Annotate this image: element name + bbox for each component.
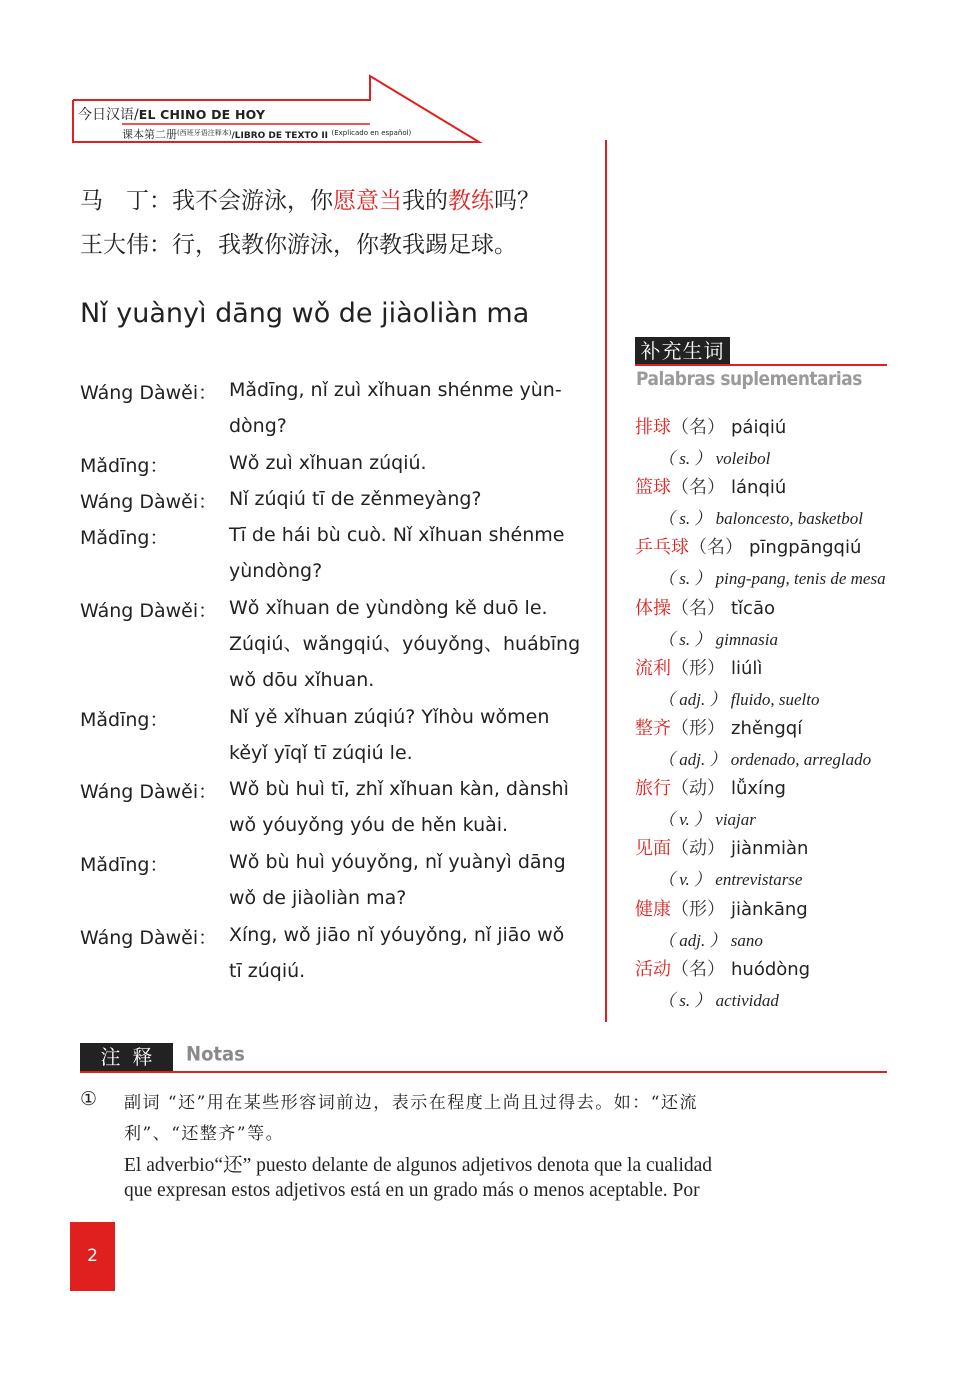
cn-text: 吗？: [494, 188, 540, 214]
vocab-pinyin: jiànkāng: [731, 898, 808, 920]
vocab-meaning-text: （ adj. ） ordenado, arreglado: [658, 750, 872, 769]
vocab-meaning: [658, 564, 886, 589]
note-cn-line: 利”、“还整齐”等。: [124, 1124, 285, 1144]
book-title: 今日汉语/EL CHINO DE HOY: [78, 107, 266, 123]
vocab-meaning: [658, 805, 756, 830]
py-speaker: Mǎdīng：: [80, 708, 169, 731]
vocab-item: [635, 473, 786, 499]
py-utterance: [229, 445, 427, 481]
vocab-pos: （形）: [671, 657, 725, 679]
py-speaker: Mǎdīng：: [80, 853, 169, 876]
vocab-word: 体操: [635, 597, 671, 619]
vocab-pinyin: zhěngqí: [731, 718, 803, 739]
vocab-meaning-text: （ adj. ） sano: [658, 930, 763, 950]
cn-dialogue-line: [80, 182, 540, 215]
vocab-word: 整齐: [635, 718, 671, 739]
py-line: Wǒ xǐhuan de yùndòng kě duō le.: [229, 596, 548, 619]
vocab-word: 乒乓球: [635, 537, 689, 559]
vocab-word: 排球: [635, 417, 671, 438]
note-cn-line: 副词 “还”用在某些形容词前边，表示在程度上尚且过得去。如：“还流: [124, 1093, 698, 1113]
py-utterance: [229, 590, 580, 698]
py-line: Nǐ zúqiú tī de zěnmeyàng?: [229, 487, 482, 510]
cn-new-word: 愿意当: [333, 188, 402, 214]
vocab-pos: （名）: [671, 417, 725, 438]
vocab-pos: （名）: [671, 477, 725, 499]
py-speaker: Wáng Dàwěi：: [80, 490, 218, 513]
py-speaker: Mǎdīng：: [80, 454, 169, 477]
py-line: yùndòng?: [229, 560, 323, 583]
vocab-item: [635, 714, 802, 740]
vocab-item: [635, 654, 762, 680]
vocab-pinyin: liúlì: [731, 657, 763, 679]
py-utterance: [229, 771, 569, 843]
vocab-word: 见面: [635, 838, 671, 860]
vocab-pos: （名）: [671, 958, 725, 980]
py-utterance: [229, 699, 549, 771]
vocab-meaning: [658, 685, 820, 710]
vocab-pos: （动）: [671, 778, 725, 800]
py-utterance: [229, 481, 482, 517]
vocab-item: [635, 533, 861, 559]
py-line: wǒ yóuyǒng yóu de hěn kuài.: [229, 814, 509, 837]
cn-dialogue-line: [80, 226, 517, 259]
vocab-meaning: [658, 926, 763, 951]
notes-heading-es: Notas: [186, 1043, 245, 1067]
cn-speaker: 王大伟：: [80, 232, 172, 258]
vocab-meaning: [658, 504, 863, 529]
vocab-item: [635, 774, 786, 800]
vocab-pos: （形）: [671, 898, 725, 920]
notes-rule: [80, 1071, 887, 1073]
vocab-rule: [635, 364, 887, 366]
vocab-meaning-text: （ s. ） actividad: [658, 990, 779, 1010]
vocab-item: [635, 834, 808, 860]
note-es-line: El adverbio“还” puesto delante de algunos adjetivos denota que la cualidad: [124, 1155, 713, 1176]
vocab-item: [635, 895, 808, 921]
vocab-pinyin: pīngpāngqiú: [749, 537, 862, 559]
py-line: Wǒ bù huì tī, zhǐ xǐhuan kàn, dànshì: [229, 778, 569, 801]
vocab-meaning: [658, 865, 802, 890]
py-speaker: Wáng Dàwěi：: [80, 599, 218, 622]
cn-speaker: 马 丁：: [80, 188, 172, 214]
vocab-pinyin: lánqiú: [731, 477, 787, 499]
vocab-heading-cn: 补充生词: [635, 337, 730, 365]
vocab-pos: （名）: [689, 537, 743, 559]
py-utterance: [229, 917, 564, 989]
py-utterance: [229, 517, 564, 589]
vocab-meaning-text: （ v. ） viajar: [658, 810, 756, 830]
vocab-word: 篮球: [635, 477, 671, 499]
vocab-word: 流利: [635, 657, 671, 679]
py-speaker: Wáng Dàwěi：: [80, 926, 218, 949]
dialogue-title: Nǐ yuànyì dāng wǒ de jiàoliàn ma: [80, 298, 530, 329]
vocab-pinyin: jiànmiàn: [731, 838, 809, 860]
note-number: ①: [80, 1088, 98, 1110]
py-utterance: [229, 844, 566, 916]
cn-text: 我的: [402, 188, 448, 214]
vocab-meaning-text: （ adj. ） fluido, suelto: [658, 689, 820, 709]
vocab-meaning: [658, 986, 779, 1011]
note-es-line: que expresan estos adjetivos está en un grado más o menos aceptable. Por: [124, 1180, 700, 1201]
vocab-word: 活动: [635, 958, 671, 980]
vocab-pinyin: páiqiú: [731, 417, 787, 438]
page-number: 2: [70, 1222, 115, 1291]
py-line: Nǐ yě xǐhuan zúqiú? Yǐhòu wǒmen: [229, 705, 550, 728]
vocab-pos: （动）: [671, 838, 725, 860]
vocab-pos: （形）: [671, 718, 725, 739]
py-speaker: Mǎdīng：: [80, 527, 169, 550]
vocab-meaning: [658, 745, 871, 770]
vocab-pinyin: lǚxíng: [731, 778, 786, 800]
vocab-meaning: [658, 625, 778, 650]
vocab-item: [635, 955, 810, 981]
vocab-pos: （名）: [671, 597, 725, 619]
vocab-meaning-text: （ s. ） ping-pang, tenis de mesa: [658, 569, 886, 589]
py-line: Wǒ zuì xǐhuan zúqiú.: [229, 451, 427, 474]
py-line: Wǒ bù huì yóuyǒng, nǐ yuànyì dāng: [229, 850, 566, 873]
cn-new-word: 教练: [448, 188, 494, 214]
vocab-meaning-text: （ s. ） baloncesto, basketbol: [658, 509, 863, 529]
py-speaker: Wáng Dàwěi：: [80, 781, 218, 804]
py-line: wǒ dōu xǐhuan.: [229, 668, 375, 691]
vocab-heading-es: Palabras suplementarias: [636, 368, 862, 391]
vocab-pinyin: tǐcāo: [731, 597, 775, 619]
py-line: dòng?: [229, 415, 287, 437]
py-line: Xíng, wǒ jiāo nǐ yóuyǒng, nǐ jiāo wǒ: [229, 923, 565, 946]
py-utterance: [229, 372, 562, 444]
vocab-item: [635, 594, 775, 620]
volume-title: 课本第二册$^{(西班牙语注释本)}$/LIBRO DE TEXTO II $^{(Explicado en español)}$: [122, 128, 412, 141]
py-speaker: Wáng Dàwěi：: [80, 382, 218, 404]
vocab-pinyin: huódòng: [731, 958, 811, 980]
py-line: kěyǐ yīqǐ tī zúqiú le.: [229, 741, 413, 764]
py-line: wǒ de jiàoliàn ma?: [229, 886, 407, 909]
vocab-word: 健康: [635, 898, 671, 920]
cn-text: 行，我教你游泳，你教我踢足球。: [172, 232, 517, 258]
cn-text: 我不会游泳，你: [172, 188, 333, 214]
py-line: Mǎdīng, nǐ zuì xǐhuan shénme yùn-: [229, 379, 562, 401]
py-line: Tī de hái bù cuò. Nǐ xǐhuan shénme: [229, 524, 565, 547]
notes-heading-cn: 注释: [80, 1043, 173, 1071]
py-line: Zúqiú、wǎngqiú、yóuyǒng、huábīng: [229, 632, 581, 655]
vocab-meaning-text: （ s. ） gimnasia: [658, 629, 778, 649]
vocab-meaning: [658, 444, 770, 469]
vocab-meaning-text: （ s. ） voleibol: [658, 449, 771, 468]
py-line: tī zúqiú.: [229, 959, 306, 982]
vocab-item: [635, 413, 786, 439]
column-divider: [605, 140, 607, 1022]
vocab-word: 旅行: [635, 778, 671, 800]
vocab-meaning-text: （ v. ） entrevistarse: [658, 870, 803, 890]
